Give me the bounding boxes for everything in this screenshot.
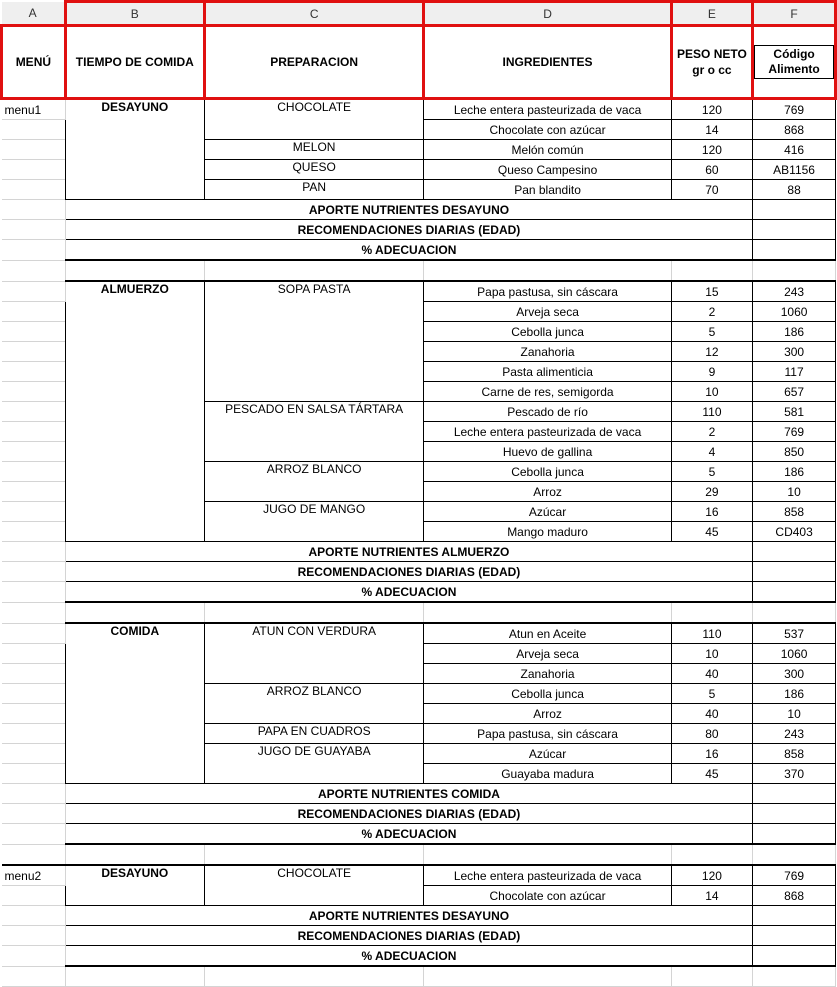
empty-cell[interactable] bbox=[65, 602, 204, 623]
peso-cell[interactable]: 12 bbox=[671, 342, 752, 362]
empty-cell[interactable] bbox=[753, 260, 836, 281]
summary-value-cell[interactable] bbox=[753, 240, 836, 261]
menu-cell[interactable] bbox=[2, 382, 66, 402]
empty-cell[interactable] bbox=[753, 602, 836, 623]
meal-name-cell[interactable]: COMIDA bbox=[65, 623, 204, 784]
peso-cell[interactable]: 16 bbox=[671, 744, 752, 764]
menu-cell[interactable] bbox=[2, 906, 66, 926]
ingrediente-cell[interactable]: Zanahoria bbox=[424, 664, 671, 684]
empty-cell[interactable] bbox=[2, 260, 66, 281]
summary-value-cell[interactable] bbox=[753, 946, 836, 967]
codigo-cell[interactable]: 186 bbox=[753, 462, 836, 482]
header-codigo-alimento[interactable] bbox=[753, 26, 836, 99]
ingrediente-cell[interactable]: Leche entera pasteurizada de vaca bbox=[424, 865, 671, 886]
ingrediente-cell[interactable]: Cebolla junca bbox=[424, 684, 671, 704]
ingrediente-cell[interactable]: Melón común bbox=[424, 140, 671, 160]
empty-cell[interactable] bbox=[424, 260, 671, 281]
menu-cell[interactable] bbox=[2, 402, 66, 422]
menu-cell[interactable] bbox=[2, 522, 66, 542]
menu-cell[interactable] bbox=[2, 644, 66, 664]
empty-cell[interactable] bbox=[753, 966, 836, 987]
menu-cell[interactable] bbox=[2, 160, 66, 180]
menu-cell[interactable] bbox=[2, 442, 66, 462]
recomendaciones-label[interactable]: RECOMENDACIONES DIARIAS (EDAD) bbox=[65, 926, 752, 946]
empty-cell[interactable] bbox=[204, 966, 424, 987]
preparacion-cell[interactable]: JUGO DE MANGO bbox=[204, 502, 424, 542]
ingrediente-cell[interactable]: Papa pastusa, sin cáscara bbox=[424, 281, 671, 302]
menu-cell[interactable] bbox=[2, 422, 66, 442]
empty-cell[interactable] bbox=[424, 966, 671, 987]
adecuacion-row bbox=[2, 240, 836, 261]
codigo-cell[interactable]: 858 bbox=[753, 744, 836, 764]
codigo-cell[interactable]: 300 bbox=[753, 342, 836, 362]
menu-cell[interactable] bbox=[2, 946, 66, 967]
ingrediente-cell[interactable]: Huevo de gallina bbox=[424, 442, 671, 462]
empty-cell[interactable] bbox=[65, 260, 204, 281]
ingrediente-cell[interactable]: Cebolla junca bbox=[424, 322, 671, 342]
peso-cell[interactable]: 10 bbox=[671, 644, 752, 664]
table-row bbox=[2, 281, 836, 302]
peso-cell[interactable]: 45 bbox=[671, 522, 752, 542]
peso-cell[interactable]: 16 bbox=[671, 502, 752, 522]
menu-cell[interactable] bbox=[2, 140, 66, 160]
ingrediente-cell[interactable]: Pescado de río bbox=[424, 402, 671, 422]
recomendaciones-row bbox=[2, 926, 836, 946]
peso-cell[interactable]: 5 bbox=[671, 684, 752, 704]
menu-cell[interactable] bbox=[2, 482, 66, 502]
adecuacion-label[interactable]: % ADECUACION bbox=[65, 946, 752, 967]
column-header-c[interactable]: C bbox=[204, 2, 424, 26]
ingrediente-cell[interactable]: Chocolate con azúcar bbox=[424, 886, 671, 906]
peso-cell[interactable]: 120 bbox=[671, 99, 752, 120]
codigo-cell[interactable]: 88 bbox=[753, 180, 836, 200]
menu-cell[interactable] bbox=[2, 824, 66, 845]
empty-cell[interactable] bbox=[424, 602, 671, 623]
peso-cell[interactable]: 14 bbox=[671, 886, 752, 906]
header-menu[interactable]: MENÚ bbox=[2, 26, 66, 99]
table-header-row bbox=[2, 26, 836, 99]
preparacion-cell[interactable]: MELON bbox=[204, 140, 424, 160]
ingrediente-cell[interactable]: Atun en Aceite bbox=[424, 623, 671, 644]
summary-value-cell[interactable] bbox=[753, 582, 836, 603]
summary-value-cell[interactable] bbox=[753, 926, 836, 946]
ingrediente-cell[interactable]: Arroz bbox=[424, 704, 671, 724]
header-tiempo-comida[interactable]: TIEMPO DE COMIDA bbox=[65, 26, 204, 99]
preparacion-cell[interactable]: PAPA EN CUADROS bbox=[204, 724, 424, 744]
summary-value-cell[interactable] bbox=[753, 220, 836, 240]
spacer-row bbox=[2, 602, 836, 623]
menu-cell[interactable] bbox=[2, 120, 66, 140]
peso-cell[interactable]: 120 bbox=[671, 140, 752, 160]
adecuacion-row bbox=[2, 946, 836, 967]
preparacion-cell[interactable]: CHOCOLATE bbox=[204, 865, 424, 906]
ingrediente-cell[interactable]: Leche entera pasteurizada de vaca bbox=[424, 422, 671, 442]
preparacion-cell[interactable]: SOPA PASTA bbox=[204, 281, 424, 402]
peso-cell[interactable]: 80 bbox=[671, 724, 752, 744]
empty-cell[interactable] bbox=[424, 844, 671, 865]
spacer-row bbox=[2, 966, 836, 987]
menu-cell[interactable] bbox=[2, 664, 66, 684]
codigo-cell[interactable]: 1060 bbox=[753, 302, 836, 322]
adecuacion-row bbox=[2, 582, 836, 603]
codigo-cell[interactable]: 858 bbox=[753, 502, 836, 522]
column-header-f[interactable]: F bbox=[753, 2, 836, 26]
peso-cell[interactable]: 29 bbox=[671, 482, 752, 502]
ingrediente-cell[interactable]: Azúcar bbox=[424, 502, 671, 522]
peso-cell[interactable]: 40 bbox=[671, 704, 752, 724]
menu-cell[interactable] bbox=[2, 582, 66, 603]
peso-cell[interactable]: 70 bbox=[671, 180, 752, 200]
peso-cell[interactable]: 110 bbox=[671, 623, 752, 644]
peso-cell[interactable]: 5 bbox=[671, 322, 752, 342]
codigo-cell[interactable]: 769 bbox=[753, 422, 836, 442]
menu-cell[interactable] bbox=[2, 240, 66, 261]
column-header-row bbox=[2, 2, 836, 26]
menu-cell[interactable] bbox=[2, 542, 66, 562]
empty-cell[interactable] bbox=[2, 966, 66, 987]
empty-cell[interactable] bbox=[65, 966, 204, 987]
ingrediente-cell[interactable]: Arroz bbox=[424, 482, 671, 502]
summary-value-cell[interactable] bbox=[753, 562, 836, 582]
empty-cell[interactable] bbox=[2, 602, 66, 623]
empty-cell[interactable] bbox=[671, 260, 752, 281]
recomendaciones-label[interactable]: RECOMENDACIONES DIARIAS (EDAD) bbox=[65, 220, 752, 240]
preparacion-cell[interactable]: ARROZ BLANCO bbox=[204, 462, 424, 502]
menu-cell[interactable] bbox=[2, 764, 66, 784]
spacer-row bbox=[2, 844, 836, 865]
codigo-cell[interactable]: 581 bbox=[753, 402, 836, 422]
peso-cell[interactable]: 110 bbox=[671, 402, 752, 422]
preparacion-cell[interactable]: PESCADO EN SALSA TÁRTARA bbox=[204, 402, 424, 462]
empty-cell[interactable] bbox=[204, 602, 424, 623]
menu-cell[interactable] bbox=[2, 804, 66, 824]
ingrediente-cell[interactable]: Papa pastusa, sin cáscara bbox=[424, 724, 671, 744]
recomendaciones-label[interactable]: RECOMENDACIONES DIARIAS (EDAD) bbox=[65, 804, 752, 824]
empty-cell[interactable] bbox=[204, 844, 424, 865]
header-ingredientes[interactable]: INGREDIENTES bbox=[424, 26, 671, 99]
adecuacion-row bbox=[2, 824, 836, 845]
menu-label-cell[interactable]: menu2 bbox=[2, 865, 66, 886]
menu-cell[interactable] bbox=[2, 744, 66, 764]
summary-value-cell[interactable] bbox=[753, 804, 836, 824]
menu-cell[interactable] bbox=[2, 302, 66, 322]
peso-cell[interactable]: 2 bbox=[671, 302, 752, 322]
ingrediente-cell[interactable]: Pasta alimenticia bbox=[424, 362, 671, 382]
peso-cell[interactable]: 120 bbox=[671, 865, 752, 886]
preparacion-cell[interactable]: QUESO bbox=[204, 160, 424, 180]
menu-cell[interactable] bbox=[2, 342, 66, 362]
recomendaciones-row bbox=[2, 220, 836, 240]
aporte-row bbox=[2, 784, 836, 804]
peso-cell[interactable]: 45 bbox=[671, 764, 752, 784]
meal-name-cell[interactable]: DESAYUNO bbox=[65, 865, 204, 906]
menu-cell[interactable] bbox=[2, 220, 66, 240]
menu-label-cell[interactable]: menu1 bbox=[2, 99, 66, 120]
summary-value-cell[interactable] bbox=[753, 542, 836, 562]
ingrediente-cell[interactable]: Leche entera pasteurizada de vaca bbox=[424, 99, 671, 120]
codigo-cell[interactable]: 186 bbox=[753, 684, 836, 704]
column-header-d[interactable]: D bbox=[424, 2, 671, 26]
empty-cell[interactable] bbox=[671, 966, 752, 987]
codigo-cell[interactable]: 370 bbox=[753, 764, 836, 784]
menu-cell[interactable] bbox=[2, 886, 66, 906]
peso-cell[interactable]: 60 bbox=[671, 160, 752, 180]
preparacion-cell[interactable]: ATUN CON VERDURA bbox=[204, 623, 424, 684]
menu-cell[interactable] bbox=[2, 784, 66, 804]
menu-cell[interactable] bbox=[2, 684, 66, 704]
ingrediente-cell[interactable]: Guayaba madura bbox=[424, 764, 671, 784]
codigo-cell[interactable]: 537 bbox=[753, 623, 836, 644]
empty-cell[interactable] bbox=[671, 844, 752, 865]
meal-name-cell[interactable]: DESAYUNO bbox=[65, 99, 204, 200]
ingrediente-cell[interactable]: Cebolla junca bbox=[424, 462, 671, 482]
ingrediente-cell[interactable]: Mango maduro bbox=[424, 522, 671, 542]
peso-cell[interactable]: 40 bbox=[671, 664, 752, 684]
summary-value-cell[interactable] bbox=[753, 906, 836, 926]
codigo-cell[interactable]: 850 bbox=[753, 442, 836, 462]
adecuacion-label[interactable]: % ADECUACION bbox=[65, 240, 752, 261]
recomendaciones-row bbox=[2, 804, 836, 824]
recomendaciones-row bbox=[2, 562, 836, 582]
peso-cell[interactable]: 5 bbox=[671, 462, 752, 482]
peso-cell[interactable]: 15 bbox=[671, 281, 752, 302]
ingrediente-cell[interactable]: Zanahoria bbox=[424, 342, 671, 362]
aporte-row bbox=[2, 542, 836, 562]
ingrediente-cell[interactable]: Arveja seca bbox=[424, 302, 671, 322]
table-row bbox=[2, 623, 836, 644]
summary-value-cell[interactable] bbox=[753, 824, 836, 845]
empty-cell[interactable] bbox=[753, 844, 836, 865]
ingrediente-cell[interactable]: Azúcar bbox=[424, 744, 671, 764]
codigo-cell[interactable]: 10 bbox=[753, 482, 836, 502]
menu-cell[interactable] bbox=[2, 322, 66, 342]
menu-cell[interactable] bbox=[2, 926, 66, 946]
preparacion-cell[interactable]: PAN bbox=[204, 180, 424, 200]
peso-cell[interactable]: 10 bbox=[671, 382, 752, 402]
table-row bbox=[2, 865, 836, 886]
codigo-cell[interactable]: 416 bbox=[753, 140, 836, 160]
ingrediente-cell[interactable]: Chocolate con azúcar bbox=[424, 120, 671, 140]
peso-cell[interactable]: 9 bbox=[671, 362, 752, 382]
menu-cell[interactable] bbox=[2, 562, 66, 582]
column-header-b[interactable]: B bbox=[65, 2, 204, 26]
menu-cell[interactable] bbox=[2, 180, 66, 200]
aporte-label[interactable]: APORTE NUTRIENTES COMIDA bbox=[65, 784, 752, 804]
column-header-a[interactable]: A bbox=[2, 2, 66, 26]
menu-cell[interactable] bbox=[2, 704, 66, 724]
menu-cell[interactable] bbox=[2, 724, 66, 744]
menu-cell[interactable] bbox=[2, 502, 66, 522]
peso-cell[interactable]: 14 bbox=[671, 120, 752, 140]
ingrediente-cell[interactable]: Carne de res, semigorda bbox=[424, 382, 671, 402]
ingrediente-cell[interactable]: Queso Campesino bbox=[424, 160, 671, 180]
peso-cell[interactable]: 2 bbox=[671, 422, 752, 442]
menu-cell[interactable] bbox=[2, 281, 66, 302]
header-peso-neto[interactable]: PESO NETO gr o cc bbox=[671, 26, 752, 99]
menu-cell[interactable] bbox=[2, 462, 66, 482]
empty-cell[interactable] bbox=[671, 602, 752, 623]
menu-cell[interactable] bbox=[2, 623, 66, 644]
empty-cell[interactable] bbox=[2, 844, 66, 865]
adecuacion-label[interactable]: % ADECUACION bbox=[65, 824, 752, 845]
preparacion-cell[interactable]: ARROZ BLANCO bbox=[204, 684, 424, 724]
codigo-cell[interactable]: 243 bbox=[753, 724, 836, 744]
adecuacion-label[interactable]: % ADECUACION bbox=[65, 582, 752, 603]
spacer-row bbox=[2, 260, 836, 281]
recomendaciones-label[interactable]: RECOMENDACIONES DIARIAS (EDAD) bbox=[65, 562, 752, 582]
codigo-cell[interactable]: 300 bbox=[753, 664, 836, 684]
aporte-row bbox=[2, 906, 836, 926]
peso-cell[interactable]: 4 bbox=[671, 442, 752, 462]
codigo-cell[interactable]: 243 bbox=[753, 281, 836, 302]
aporte-label[interactable]: APORTE NUTRIENTES DESAYUNO bbox=[65, 906, 752, 926]
codigo-cell[interactable]: 117 bbox=[753, 362, 836, 382]
codigo-cell[interactable]: 868 bbox=[753, 120, 836, 140]
aporte-label[interactable]: APORTE NUTRIENTES ALMUERZO bbox=[65, 542, 752, 562]
codigo-cell[interactable]: CD403 bbox=[753, 522, 836, 542]
empty-cell[interactable] bbox=[65, 844, 204, 865]
ingrediente-cell[interactable]: Arveja seca bbox=[424, 644, 671, 664]
codigo-cell[interactable]: 868 bbox=[753, 886, 836, 906]
codigo-cell[interactable]: 1060 bbox=[753, 644, 836, 664]
ingrediente-cell[interactable]: Pan blandito bbox=[424, 180, 671, 200]
codigo-cell[interactable]: 10 bbox=[753, 704, 836, 724]
codigo-cell[interactable]: AB1156 bbox=[753, 160, 836, 180]
column-header-e[interactable]: E bbox=[671, 2, 752, 26]
codigo-cell[interactable]: 657 bbox=[753, 382, 836, 402]
table-row bbox=[2, 99, 836, 120]
aporte-row bbox=[2, 200, 836, 220]
preparacion-cell[interactable]: JUGO DE GUAYABA bbox=[204, 744, 424, 784]
menu-cell[interactable] bbox=[2, 362, 66, 382]
menu-cell[interactable] bbox=[2, 200, 66, 220]
codigo-cell[interactable]: 186 bbox=[753, 322, 836, 342]
codigo-cell[interactable]: 769 bbox=[753, 865, 836, 886]
preparacion-cell[interactable]: CHOCOLATE bbox=[204, 99, 424, 140]
summary-value-cell[interactable] bbox=[753, 200, 836, 220]
summary-value-cell[interactable] bbox=[753, 784, 836, 804]
codigo-alimento-label: Código Alimento bbox=[754, 45, 834, 79]
empty-cell[interactable] bbox=[204, 260, 424, 281]
header-preparacion[interactable]: PREPARACION bbox=[204, 26, 424, 99]
aporte-label[interactable]: APORTE NUTRIENTES DESAYUNO bbox=[65, 200, 752, 220]
meal-name-cell[interactable]: ALMUERZO bbox=[65, 281, 204, 542]
codigo-cell[interactable]: 769 bbox=[753, 99, 836, 120]
